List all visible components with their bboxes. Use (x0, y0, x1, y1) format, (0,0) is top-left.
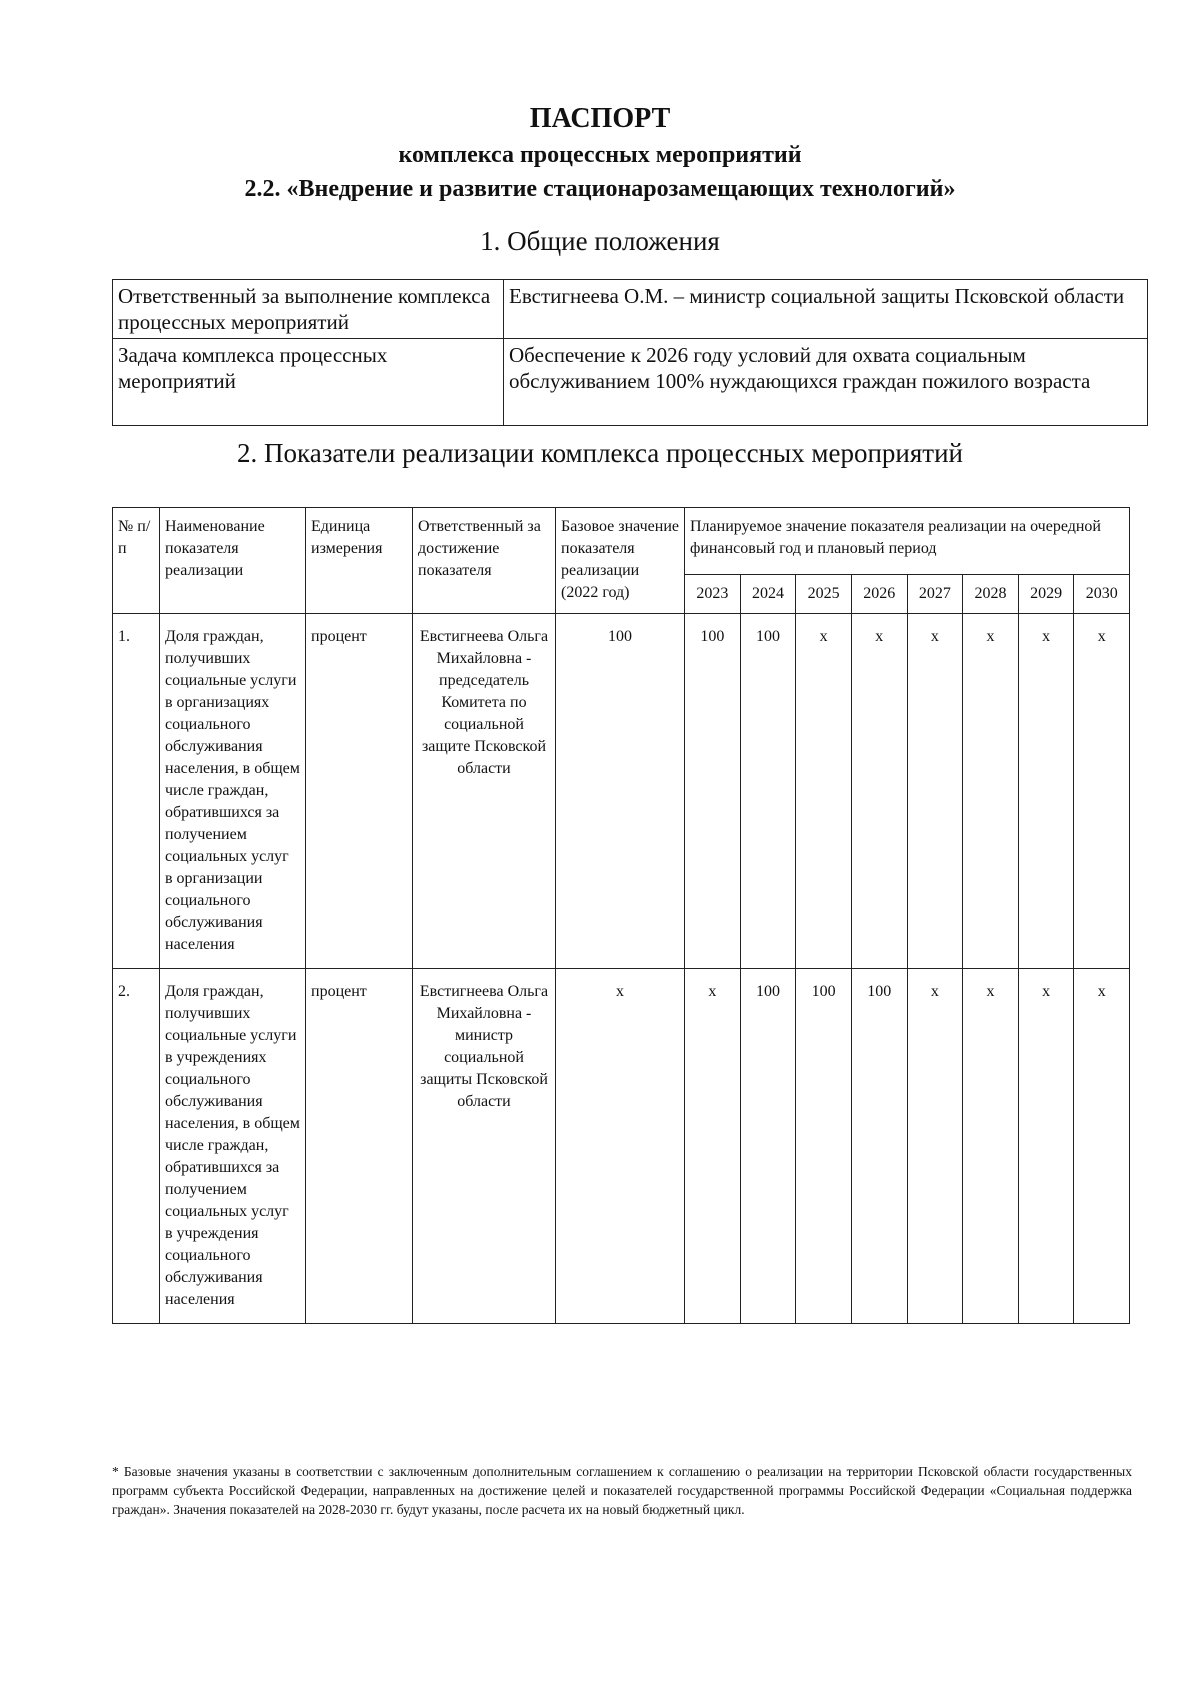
cell-year-value: x (907, 969, 963, 1324)
table-row (113, 969, 1130, 1324)
general-table (112, 279, 1148, 426)
row-label: Задача комплекса процессных мероприятий (113, 339, 504, 426)
header-num: № п/п (113, 508, 160, 614)
cell-year-value: x (1074, 614, 1130, 969)
header-year: 2023 (685, 575, 741, 614)
document-title: ПАСПОРТ (529, 103, 671, 134)
cell-base: 100 (556, 614, 685, 969)
row-value: Евстигнеева О.М. – министр социальной защиты Псковской области (504, 280, 1148, 339)
header-year: 2024 (740, 575, 796, 614)
cell-year-value: x (963, 969, 1019, 1324)
cell-unit: процент (306, 614, 413, 969)
header-name: Наименование показателя реализации (160, 508, 306, 614)
table-row (113, 280, 1148, 339)
cell-resp: Евстигнеева Ольга Михайловна - министр социальной защиты Псковской области (413, 969, 556, 1324)
header-year: 2028 (963, 575, 1019, 614)
cell-base: x (556, 969, 685, 1324)
cell-year-value: 100 (740, 614, 796, 969)
row-label: Ответственный за выполнение комплекса процессных мероприятий (113, 280, 504, 339)
header-resp: Ответственный за достижение показателя (413, 508, 556, 614)
header-year: 2030 (1074, 575, 1130, 614)
cell-year-value: x (1074, 969, 1130, 1324)
cell-year-value: 100 (740, 969, 796, 1324)
complex-name: 2.2. «Внедрение и развитие стационарозамещающих технологий» (244, 176, 956, 202)
cell-unit: процент (306, 969, 413, 1324)
section2-title: 2. Показатели реализации комплекса процессных мероприятий (237, 438, 963, 468)
cell-name: Доля граждан, получивших социальные услуги в учреждениях социального обслуживания населения, в общем числе граждан, обратившихся за получением социальных услуг в учреждения социального обслуживания населения (160, 969, 306, 1324)
cell-year-value: x (685, 969, 741, 1324)
header-year: 2027 (907, 575, 963, 614)
header-unit: Единица измерения (306, 508, 413, 614)
section1-title: 1. Общие положения (480, 226, 720, 256)
cell-year-value: x (1018, 614, 1074, 969)
cell-year-value: x (1018, 969, 1074, 1324)
cell-year-value: x (963, 614, 1019, 969)
header-year: 2026 (851, 575, 907, 614)
cell-num: 1. (113, 614, 160, 969)
header-plan: Планируемое значение показателя реализации на очередной финансовый год и плановый период (685, 508, 1130, 575)
footnote: * Базовые значения указаны в соответствии с заключенным дополнительным соглашением к соглашению о реализации на территории Псковской области государственных программ субъекта Российской Федерации, направленных на достижение целей и показателей государственной программы Российской Федерации «Социальная поддержка граждан». Значения показателей на 2028-2030 гг. будут указаны, после расчета их на новый бюджетный цикл. (112, 1464, 1132, 1517)
cell-year-value: 100 (685, 614, 741, 969)
header-year: 2025 (796, 575, 852, 614)
header-base: Базовое значение показателя реализации (2022 год) (556, 508, 685, 614)
cell-year-value: 100 (851, 969, 907, 1324)
row-value: Обеспечение к 2026 году условий для охвата социальным обслуживанием 100% нуждающихся граждан пожилого возраста (504, 339, 1148, 426)
cell-year-value: x (907, 614, 963, 969)
cell-resp: Евстигнеева Ольга Михайловна - председатель Комитета по социальной защите Псковской области (413, 614, 556, 969)
cell-year-value: 100 (796, 969, 852, 1324)
document-subtitle: комплекса процессных мероприятий (398, 142, 802, 168)
header-year: 2029 (1018, 575, 1074, 614)
cell-year-value: x (796, 614, 852, 969)
cell-name: Доля граждан, получивших социальные услуги в организациях социального обслуживания населения, в общем числе граждан, обратившихся за получением социальных услуг в организации социального обслуживания населения (160, 614, 306, 969)
table-row (113, 339, 1148, 426)
table-row (113, 614, 1130, 969)
indicators-table (112, 507, 1130, 1324)
cell-num: 2. (113, 969, 160, 1324)
cell-year-value: x (851, 614, 907, 969)
